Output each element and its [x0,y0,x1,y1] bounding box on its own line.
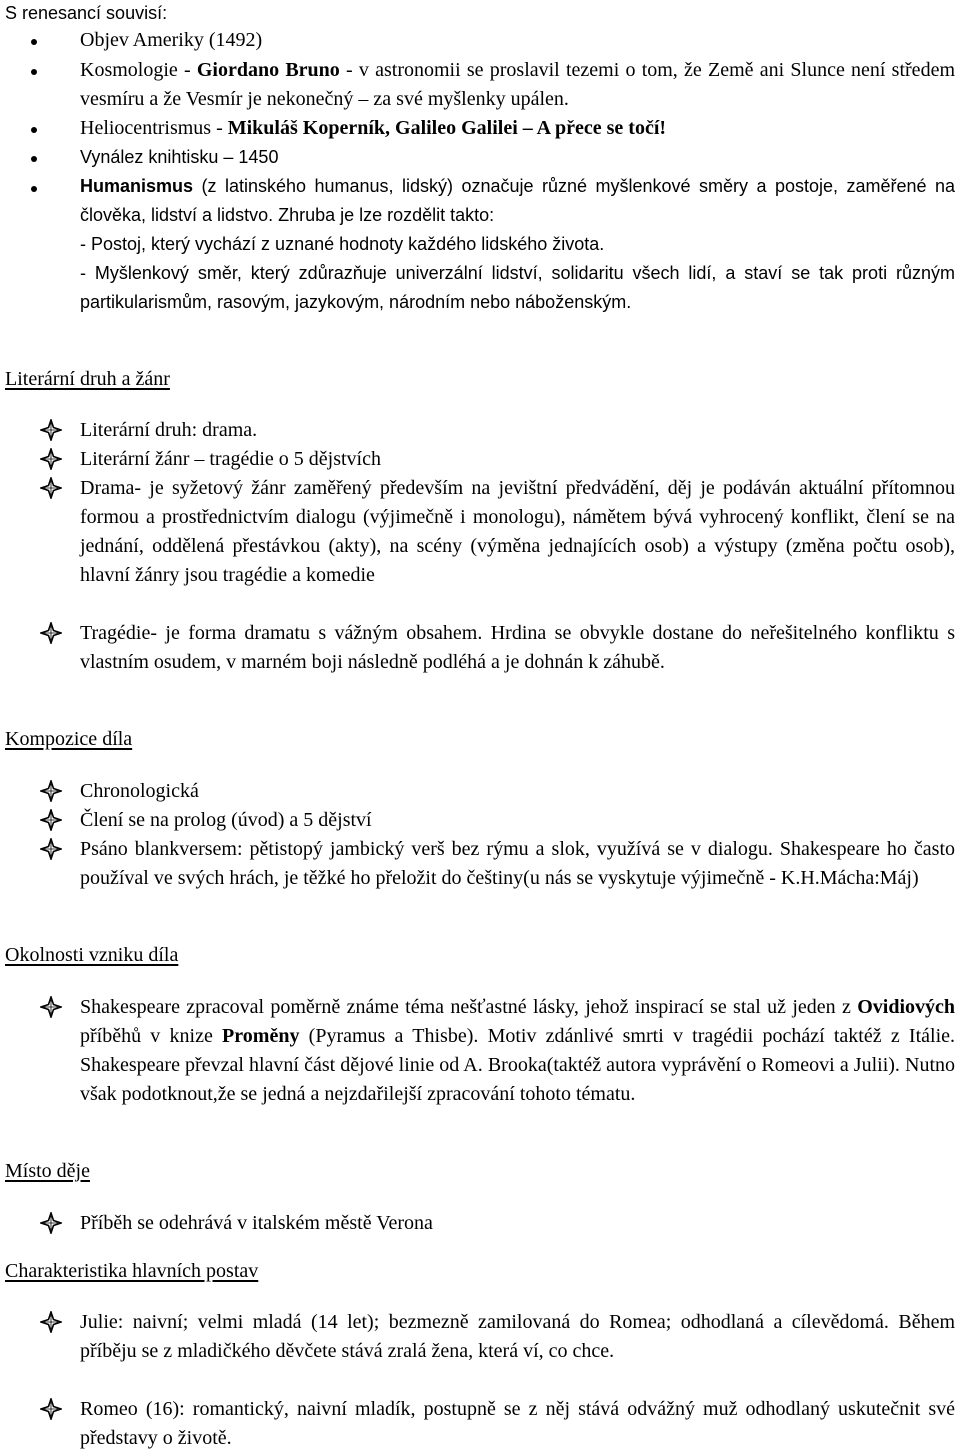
item-bold: Proměny [222,1025,300,1047]
diamond-bullet-icon [40,780,62,802]
list-item [80,114,955,143]
bullet-icon [31,69,37,75]
list-item: Člení se na prolog (úvod) a 5 dějství [80,809,372,831]
humanism-line: - Myšlenkový směr, který zdůrazňuje univerzální lidství, solidaritu všech lidí, a staví se tak proti různým partikularismům, rasovým, jazykovým, národním nebo náboženským. [80,263,955,312]
list-item: Chronologická [80,780,199,802]
diamond-bullet-icon [40,622,62,644]
list-item [80,56,955,114]
list-item: Julie: naivní; velmi mladá (14 let); bezmezně zamilovaná do Romea; odhodlaná a cílevědomá. Během příběju se z mladičkého děvčete stává zralá žena, která ví, co chce. [80,1311,955,1362]
bullet-icon [31,127,37,133]
list-item [80,172,955,230]
item-text: Heliocentrismus - [80,117,228,139]
list-item: Tragédie- je forma dramatu s vážným obsahem. Hrdina se obvykle dostane do neřešitelného konfliktu s vlastním osudem, v marném boji následně podléhá a je dohnán k záhubě. [80,622,955,673]
section-heading-place: Místo děje [5,1160,90,1182]
list-item: Literární druh: drama. [80,419,258,441]
list-item [80,993,955,1109]
diamond-bullet-icon [40,477,62,499]
list-item [80,26,955,55]
diamond-bullet-icon [40,1311,62,1333]
diamond-bullet-icon [40,1398,62,1420]
humanism-line: - Postoj, který vychází z uznané hodnoty každého lidského života. [80,234,605,254]
item-bold: Giordano Bruno [196,59,340,81]
item-bold: Humanismus [80,176,194,196]
item-text: - v astronomii se proslavil tezemi o tom, že Země ani Slunce není středem vesmíru a že Vesmír je nekonečný – za své myšlenky upálen. [80,59,955,110]
section-heading-characters: Charakteristika hlavních postav [5,1260,259,1282]
item-text: (z latinského humanus, lidský) označuje různé myšlenkové směry a postoje, zaměřené na člověka, lidství a lidstvo. Zhruba je lze rozdělit takto: [80,176,955,225]
intro-text: S renesancí souvisí: [5,3,168,23]
section-heading-composition: Kompozice díla [5,728,133,750]
item-text: Kosmologie - [80,59,197,81]
bullet-icon [31,39,37,45]
diamond-bullet-icon [40,419,62,441]
list-item: Příběh se odehrává v italském městě Verona [80,1212,433,1234]
list-item: Literární žánr – tragédie o 5 dějstvích [80,448,381,470]
bullet-icon [31,186,37,192]
list-item: Psáno blankversem: pětistopý jambický verš bez rýmu a slok, využívá se v dialogu. Shakespeare ho často používal ve svých hrách, je těžké ho přeložit do češtiny(u nás se vyskytuje výjimečně - K.H.Mácha:Máj) [80,838,955,889]
list-item: Drama- je syžetový žánr zaměřený především na jevištní předvádění, děj je podáván aktuální přítomnou formou a prostřednictvím dialogu (výjimečně i monologu), námětem bývá vyhrocený konflikt, člení se na jednání, oddělená přestávkou (akty), na scény (výměna jednajících osob) a výstupy (změna počtu osob), hlavní žánry jsou tragédie a komedie [80,477,955,586]
item-bold: Ovidiových [857,996,955,1018]
bullet-icon [31,156,37,162]
item-text: Vynález knihtisku – 1450 [80,147,279,167]
item-text: Shakespeare zpracoval poměrně známe téma nešťastné lásky, jehož inspirací se stal už jeden z [80,996,858,1018]
diamond-bullet-icon [40,838,62,860]
diamond-bullet-icon [40,809,62,831]
list-item: Romeo (16): romantický, naivní mladík, postupně se z něj stává odvážný muž odhodlaný uskutečnit své představy o životě. [80,1398,955,1449]
item-text: Objev Ameriky (1492) [80,29,263,51]
diamond-bullet-icon [40,996,62,1018]
diamond-bullet-icon [40,448,62,470]
section-heading-origin: Okolnosti vzniku díla [5,944,179,966]
item-text: příběhů v knize [80,1025,223,1047]
list-item [80,143,955,172]
item-text: (Pyramus a Thisbe). Motiv zdánlivé smrti v tragédii pochází taktéž z Itálie. Shakespeare převzal hlavní část dějové linie od A. Brooka(taktéž autora vyprávění o Romeovi a Julii). Nutno však podotknout,že se jedná a nejzdařilejší zpracování tohoto tématu. [80,1025,956,1105]
section-heading-literary: Literární druh a žánr [5,368,170,390]
diamond-bullet-icon [40,1212,62,1234]
item-bold: Mikuláš Koperník, Galileo Galilei – A přece se točí! [227,117,667,139]
